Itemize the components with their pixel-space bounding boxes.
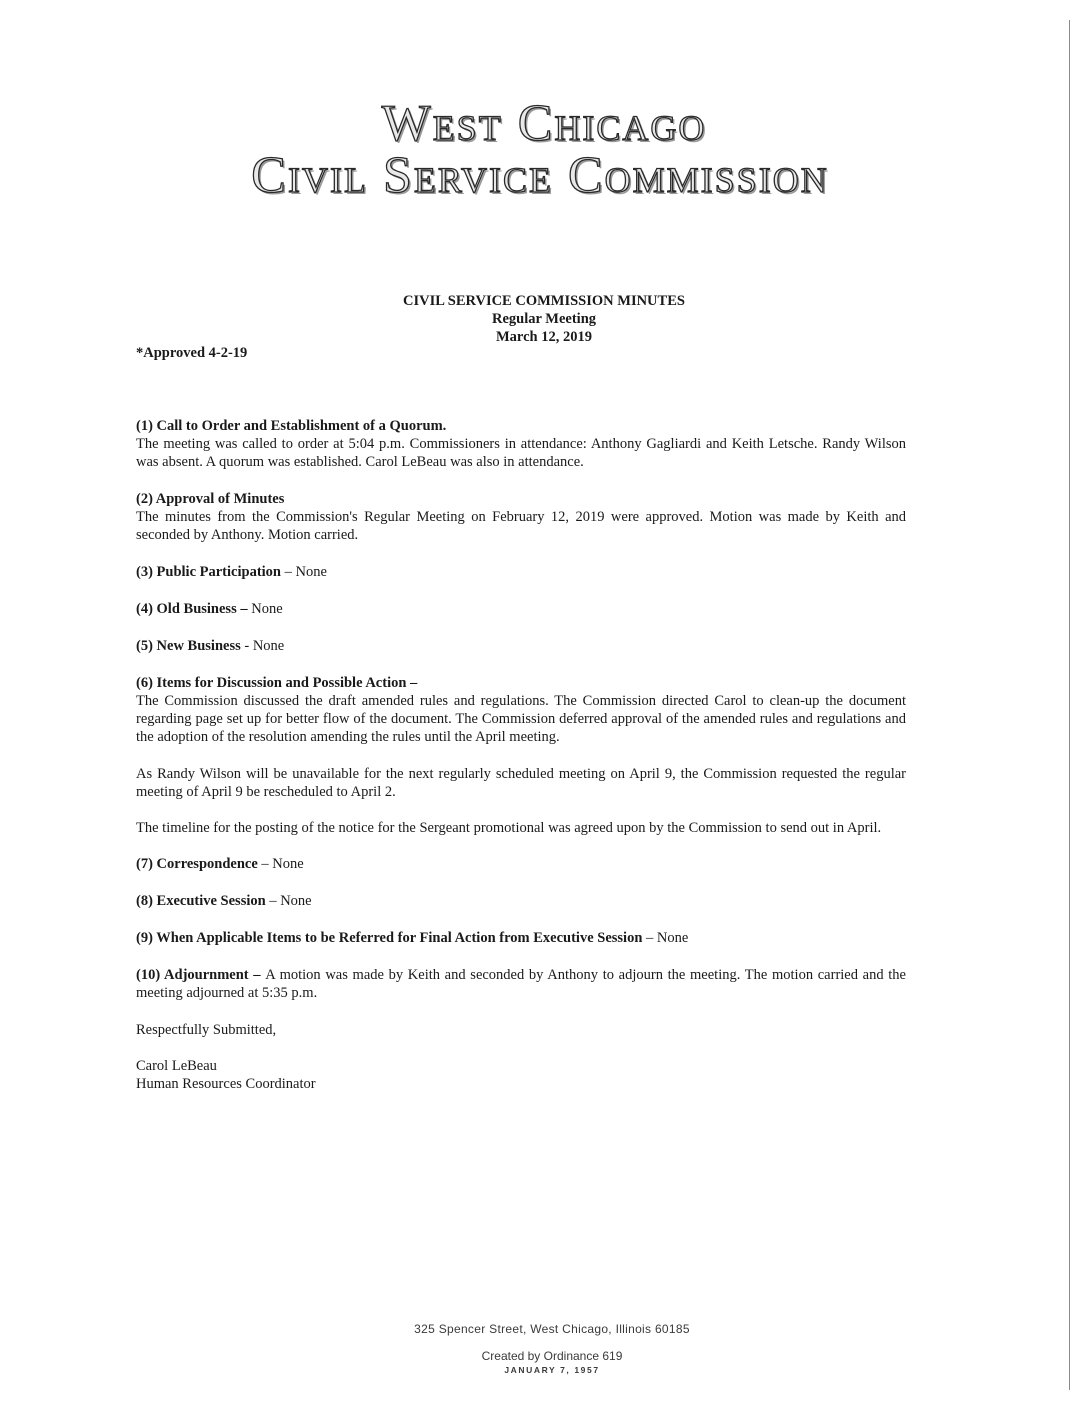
section-new-business <box>136 637 906 655</box>
signer-name: Carol LeBeau <box>136 1058 217 1074</box>
section-heading: (3) Public Participation <box>136 564 281 580</box>
minutes-title: CIVIL SERVICE COMMISSION MINUTES <box>403 293 685 309</box>
minutes-body <box>136 417 906 1093</box>
section-text: The Commission discussed the draft amended rules and regulations. The Commission directed Carol to clean-up the document regarding page set up for better flow of the document. The Commission deferred approval of the amended rules and regulations and the adoption of the resolution amending the rules until the April meeting. <box>136 693 906 745</box>
section-heading: (4) Old Business – <box>136 601 252 617</box>
section-public-participation <box>136 563 906 581</box>
section-heading: (9) When Applicable Items to be Referred for Final Action from Executive Session <box>136 930 643 946</box>
section-heading: (10) Adjournment – <box>136 967 266 983</box>
section-heading: (7) Correspondence <box>136 856 258 872</box>
footer-date: JANUARY 7, 1957 <box>504 1365 600 1375</box>
discussion-paragraph-2: As Randy Wilson will be unavailable for the next regularly scheduled meeting on April 9, the Commission requested the regular meeting of April 9 be rescheduled to April 2. <box>136 766 906 800</box>
closing-salutation: Respectfully Submitted, <box>136 1022 277 1038</box>
section-text: - None <box>240 638 285 654</box>
section-correspondence <box>136 855 906 873</box>
section-text: – None <box>265 893 312 909</box>
section-approval-of-minutes <box>136 490 906 544</box>
section-text: The meeting was called to order at 5:04 p.m. Commissioners in attendance: Anthony Gagliardi and Keith Letsche. Randy Wilson was absent. A quorum was established. Carol LeBeau was also in attendance. <box>136 436 906 470</box>
meeting-type: Regular Meeting <box>491 311 597 327</box>
section-call-to-order <box>136 417 906 471</box>
section-text: The minutes from the Commission's Regular Meeting on February 12, 2019 were approved. Motion was made by Keith and seconded by Anthony. Motion carried. <box>136 509 906 543</box>
section-text: – None <box>281 564 327 580</box>
meeting-date: March 12, 2019 <box>496 329 592 345</box>
section-adjournment <box>136 966 906 1002</box>
letterhead-line-2: Civil Service Commission <box>251 147 829 204</box>
section-text: None <box>251 601 283 617</box>
section-discussion-items <box>136 674 906 746</box>
section-heading: (2) Approval of Minutes <box>136 491 285 507</box>
scan-edge-line <box>1069 20 1070 1390</box>
section-referred-items <box>136 929 906 947</box>
section-text: – None <box>642 930 689 946</box>
section-text: – None <box>257 856 304 872</box>
letterhead-line-1: West Chicago <box>381 95 707 152</box>
section-heading: (6) Items for Discussion and Possible Action – <box>136 675 418 691</box>
section-heading: (5) New Business <box>136 638 241 654</box>
section-old-business <box>136 600 906 618</box>
footer-ordinance: Created by Ordinance 619 <box>481 1349 623 1363</box>
discussion-paragraph-3: The timeline for the posting of the notice for the Sergeant promotional was agreed upon by the Commission to send out in April. <box>136 820 882 836</box>
section-text: A motion was made by Keith and seconded by Anthony to adjourn the meeting. The motion carried and the meeting adjourned at 5:35 p.m. <box>136 967 906 1001</box>
footer-address: 325 Spencer Street, West Chicago, Illinois 60185 <box>414 1322 690 1336</box>
signer-title: Human Resources Coordinator <box>136 1076 316 1092</box>
section-heading: (1) Call to Order and Establishment of a Quorum. <box>136 418 447 434</box>
section-heading: (8) Executive Session <box>136 893 266 909</box>
approved-note: *Approved 4-2-19 <box>136 345 248 361</box>
section-executive-session <box>136 892 906 910</box>
